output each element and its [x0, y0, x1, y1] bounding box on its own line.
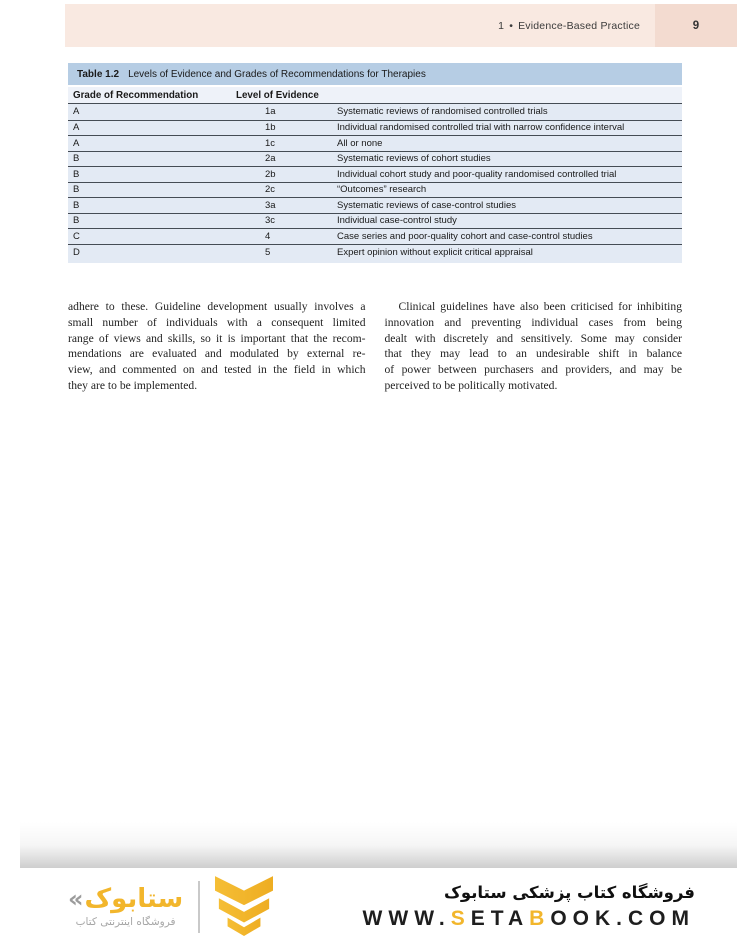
footer-url — [363, 907, 695, 931]
text-line: Clinical guidelines have also been criticised for inhibiting — [398, 300, 682, 313]
chapter-separator: • — [509, 19, 514, 32]
table-row — [68, 151, 682, 167]
footer-right-block — [363, 883, 695, 931]
evidence-table — [68, 63, 682, 263]
body-text — [68, 299, 682, 394]
chapter-title: Evidence-Based Practice — [518, 19, 640, 32]
url-segment: ETA — [470, 906, 530, 930]
table-title-bar — [68, 63, 682, 85]
table-title: Levels of Evidence and Grades of Recommendations for Therapies — [128, 68, 426, 80]
url-segment: S — [450, 906, 471, 930]
text-line: perceived to be politically motivated. — [384, 378, 558, 392]
text-line: innovation and preventing individual cases from being — [384, 315, 682, 329]
page-number-badge — [655, 4, 737, 47]
left-column — [68, 299, 366, 394]
text-line: of power between purchasers and providers, and may be — [384, 363, 682, 377]
table-cell-grade: B — [73, 168, 80, 180]
table-cell-desc: Systematic reviews of randomised controlled trials — [337, 106, 548, 118]
text-line: small number of individuals with a consequent limited — [68, 315, 366, 329]
table-cell-desc: “Outcomes” research — [337, 184, 427, 196]
footer-watermark — [0, 870, 737, 943]
column-header-level: Level of Evidence — [236, 89, 319, 101]
text-line: mendations are evaluated and modulated by external re- — [68, 347, 366, 361]
logo-divider — [198, 881, 200, 933]
table-row — [68, 120, 682, 136]
chapter-number: 1 — [498, 19, 505, 32]
table-row — [68, 197, 682, 213]
table-cell-level: 5 — [265, 246, 271, 258]
table-cell-desc: All or none — [337, 137, 383, 149]
table-row — [68, 228, 682, 244]
setabook-logo — [68, 876, 273, 938]
text-line: that they may lead to an undesirable shift in balance — [384, 347, 682, 361]
table-cell-desc: Individual case-control study — [337, 215, 457, 227]
table-row — [68, 104, 682, 120]
url-segment: OOK.COM — [550, 906, 695, 930]
chevron-emblem-icon — [215, 876, 273, 938]
text-line: range of views and skills, so it is important that the recom- — [68, 331, 366, 345]
logo-name: ستابوک — [84, 883, 184, 914]
store-title: فروشگاه کتاب پزشکی ستابوک — [444, 882, 695, 902]
table-cell-grade: B — [73, 199, 80, 211]
table-cell-level: 2b — [265, 168, 276, 180]
table-cell-desc: Expert opinion without explicit critical appraisal — [337, 246, 533, 258]
table-cell-level: 1c — [265, 137, 276, 149]
table-cell-desc: Individual randomised controlled trial with narrow confidence interval — [337, 122, 625, 134]
table-cell-desc: Individual cohort study and poor-quality randomised controlled trial — [337, 168, 617, 180]
table-row — [68, 166, 682, 182]
table-cell-grade: B — [73, 215, 80, 227]
table-header-row — [68, 87, 682, 104]
table-label: Table 1.2 — [77, 68, 120, 80]
table-row — [68, 135, 682, 151]
table-cell-level: 3c — [265, 215, 276, 227]
running-head — [498, 20, 640, 32]
text-line: dealt with discretely and sensitively. Some may consider — [384, 331, 682, 345]
url-segment: B — [529, 906, 551, 930]
table-cell-level: 1a — [265, 106, 276, 118]
logo-tagline: فروشگاه اینترنتی کتاب — [75, 916, 176, 929]
table-cell-grade: A — [73, 137, 80, 149]
page-bottom-shadow — [20, 822, 737, 868]
right-column — [385, 299, 683, 394]
table-body — [68, 104, 682, 263]
text-line: adhere to these. Guideline development usually involves a — [68, 300, 366, 313]
text-line: view, and commented on and tested in the field in which — [68, 363, 366, 377]
table-cell-grade: A — [73, 122, 80, 134]
table-cell-grade: C — [73, 230, 80, 242]
table-cell-desc: Case series and poor-quality cohort and case-control studies — [337, 230, 593, 242]
table-cell-desc: Systematic reviews of cohort studies — [337, 153, 491, 165]
table-cell-level: 4 — [265, 230, 271, 242]
table-cell-level: 2a — [265, 153, 276, 165]
table-cell-level: 3a — [265, 199, 276, 211]
table-cell-level: 1b — [265, 122, 276, 134]
table-cell-level: 2c — [265, 184, 276, 196]
table-cell-grade: B — [73, 153, 80, 165]
table-cell-desc: Systematic reviews of case-control studies — [337, 199, 516, 211]
column-header-grade: Grade of Recommendation — [73, 89, 199, 101]
logo-text-column — [68, 885, 183, 929]
page-header-strip — [65, 4, 737, 47]
url-segment: WWW. — [362, 906, 451, 930]
guillemet-icon: « — [68, 885, 84, 914]
logo-wordmark — [68, 885, 183, 915]
table-row — [68, 213, 682, 229]
table-row — [68, 182, 682, 198]
page-number: 9 — [692, 19, 700, 32]
table-cell-grade: A — [73, 106, 80, 118]
table-cell-grade: D — [73, 246, 80, 258]
text-line: they are to be implemented. — [68, 378, 198, 392]
table-cell-grade: B — [73, 184, 80, 196]
table-row — [68, 244, 682, 263]
